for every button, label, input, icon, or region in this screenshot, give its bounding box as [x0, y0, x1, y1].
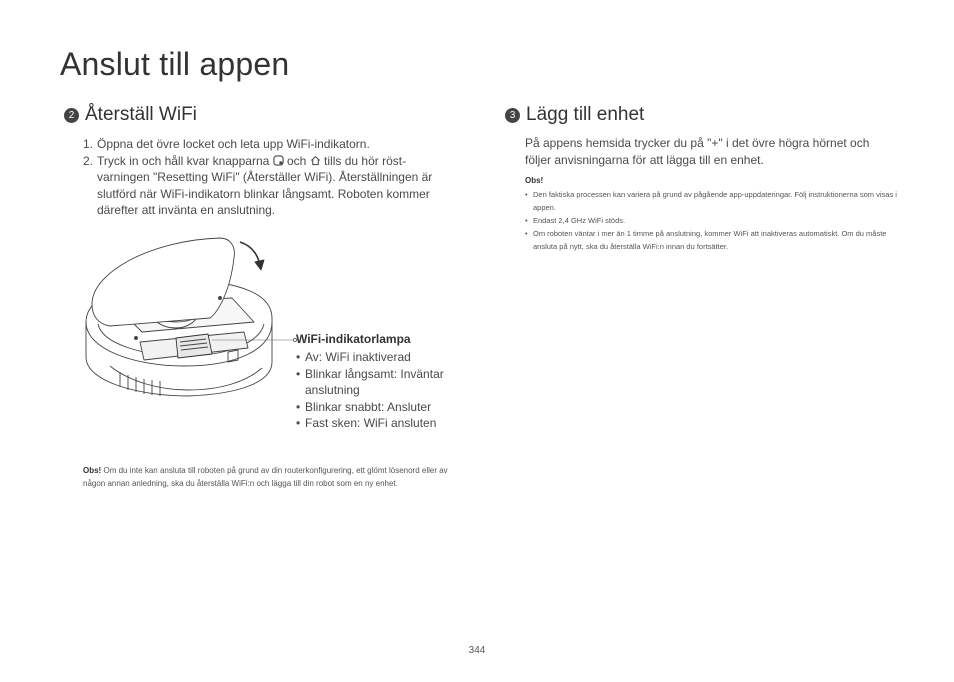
note-label: Obs!: [83, 466, 102, 475]
step-text: tills du hör röst-varningen "Resetting WiFi" (Återställer WiFi). Återställningen är slutförd när WiFi-indikatorn blinkar långsamt. Roboten kommer därefter att invänta en anslutning.: [97, 153, 433, 217]
list-item: [83, 153, 453, 219]
step-index: 2.: [83, 153, 94, 168]
right-notes-list: [525, 188, 900, 253]
step-text: Tryck in och håll kvar knapparna: [97, 153, 270, 168]
list-item: • Endast 2,4 GHz WiFi stöds.: [525, 214, 900, 227]
section-heading-add-device: [505, 104, 644, 126]
page-number: 344: [468, 645, 486, 656]
home-icon: [310, 155, 321, 166]
list-item: • Blinkar långsamt: Inväntar anslutning: [296, 366, 471, 399]
spot-clean-icon: [273, 155, 284, 166]
list-item: • Av: WiFi inaktiverad: [296, 349, 471, 366]
reset-steps-list: [83, 136, 453, 219]
robot-illustration: [80, 232, 300, 422]
list-item: [83, 136, 453, 153]
list-item: • Fast sken: WiFi ansluten: [296, 415, 471, 432]
section-heading-text: Återställ WiFi: [85, 104, 197, 125]
section-heading-text: Lägg till enhet: [526, 104, 645, 125]
left-note: [83, 464, 458, 490]
note-label: Obs!: [525, 176, 544, 185]
list-item: • Den faktiska processen kan variera på grund av pågående app-uppdateringar. Följ instruktionerna som visas i appen.: [525, 188, 900, 214]
wifi-indicator-states: [296, 349, 471, 432]
add-device-instructions: På appens hemsida trycker du på "+" i det övre högra hörnet och följer anvisningarna för att lägga till en enhet.: [525, 136, 870, 167]
step-number-badge: 3: [505, 108, 520, 123]
page-title: Anslut till appen: [60, 46, 290, 82]
step-text: och: [287, 153, 307, 168]
list-item: • Om roboten väntar i mer än 1 timme på anslutning, kommer WiFi att inaktiveras automatiskt. Om du måste ansluta på nytt, ska du återställa WiFi:n innan du fortsätter.: [525, 227, 900, 253]
list-item: • Blinkar snabbt: Ansluter: [296, 399, 471, 416]
step-index: 1.: [83, 137, 94, 151]
section-heading-reset-wifi: [64, 104, 197, 126]
step-text: Öppna det övre locket och leta upp WiFi-indikatorn.: [97, 137, 370, 151]
wifi-indicator-callout: [296, 332, 471, 432]
note-text: Om du inte kan ansluta till roboten på grund av din routerkonfigurering, ett glömt lösenord eller av någon annan anledning, ska du återställa WiFi:n och lägga till din robot som en ny enhet.: [83, 466, 448, 488]
step-number-badge: 2: [64, 108, 79, 123]
callout-title: WiFi-indikatorlampa: [296, 332, 411, 346]
